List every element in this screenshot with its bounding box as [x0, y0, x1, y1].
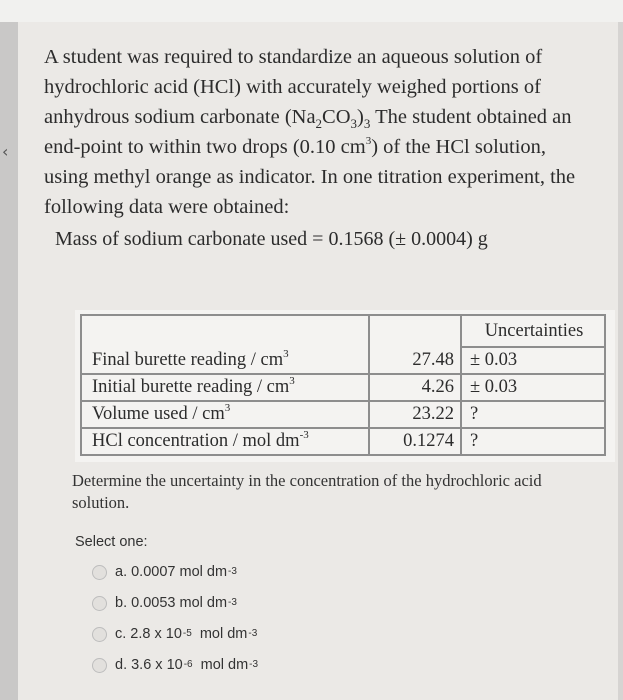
superscript: 3 [283, 347, 289, 360]
row-label [81, 428, 369, 455]
question-line [44, 132, 604, 162]
radio-button[interactable] [92, 627, 107, 642]
text-part: The student obtained an [370, 106, 572, 128]
data-table-container [75, 310, 615, 462]
option-a[interactable]: a. 0.0007 mol dm -3 [92, 561, 237, 583]
row-uncertainty: ? [461, 428, 605, 455]
option-unit: mol dm [200, 657, 249, 673]
question-line: using methyl orange as indicator. In one titration experiment, the [44, 166, 576, 188]
uncertainties-header: Uncertainties [461, 315, 605, 347]
screen-top-bar [0, 0, 623, 22]
left-edge [0, 22, 18, 700]
text-part: end-point to within two drops (0.10 cm [44, 136, 366, 158]
data-table [80, 314, 606, 456]
row-value: 4.26 [369, 374, 461, 401]
select-one-label: Select one: [75, 534, 148, 550]
table-header-row [81, 315, 605, 347]
radio-button[interactable] [92, 596, 107, 611]
row-uncertainty: ± 0.03 [461, 374, 605, 401]
row-label [81, 374, 369, 401]
label-text: Final burette reading / cm [92, 349, 284, 370]
question-line: hydrochloric acid (HCl) with accurately weighed portions of [44, 76, 541, 98]
superscript: 3 [365, 135, 372, 147]
superscript: 3 [224, 402, 231, 414]
table-row [81, 428, 605, 455]
row-uncertainty: ± 0.03 [461, 347, 605, 374]
option-d[interactable]: d. 3.6 x 10 -6 mol dm -3 [92, 654, 258, 676]
text-part: ) of the HCl solution, [371, 136, 547, 158]
question-line [44, 102, 604, 132]
subscript: 3 [363, 116, 371, 131]
label-text: Initial burette reading / cm [92, 377, 290, 397]
table-row [81, 347, 605, 374]
row-uncertainty: ? [461, 401, 605, 428]
question-line: A student was required to standardize an aqueous solution of [44, 46, 543, 68]
question-prompt: Determine the uncertainty in the concentration of the hydrochloric acid solution. [72, 471, 542, 512]
row-label [81, 347, 369, 374]
superscript: 3 [289, 375, 295, 387]
subscript: 3 [350, 116, 358, 131]
option-c[interactable]: c. 2.8 x 10 -5 mol dm -3 [92, 623, 257, 645]
table-row [81, 374, 605, 401]
row-value: 23.22 [369, 401, 461, 428]
row-value: 27.48 [369, 347, 461, 374]
text-part: CO [322, 106, 351, 128]
subscript: 2 [315, 116, 323, 131]
mass-line: Mass of sodium carbonate used = 0.1568 (± 0.0004) g [55, 228, 488, 250]
label-text: Volume used / cm [92, 404, 225, 424]
radio-button[interactable] [92, 565, 107, 580]
option-b[interactable]: b. 0.0053 mol dm -3 [92, 592, 237, 614]
option-unit: mol dm [199, 626, 248, 642]
table-cell [369, 315, 461, 347]
label-text: HCl concentration / mol dm [92, 431, 300, 451]
question-text [44, 42, 604, 222]
option-text: a. 0.0007 mol dm [115, 564, 228, 580]
option-text: b. 0.0053 mol dm [115, 595, 228, 611]
row-value: 0.1274 [369, 428, 461, 455]
question-line: following data were obtained: [44, 196, 290, 218]
option-text: d. 3.6 x 10 [115, 657, 183, 673]
table-cell [81, 315, 369, 347]
radio-button[interactable] [92, 658, 107, 673]
chevron-left-icon[interactable]: ‹ [2, 142, 9, 161]
row-label [81, 401, 369, 428]
option-text: c. 2.8 x 10 [115, 626, 182, 642]
text-part: ) [357, 106, 364, 128]
superscript: -3 [299, 429, 309, 441]
text-part: anhydrous sodium carbonate (Na [44, 106, 316, 128]
table-row [81, 401, 605, 428]
